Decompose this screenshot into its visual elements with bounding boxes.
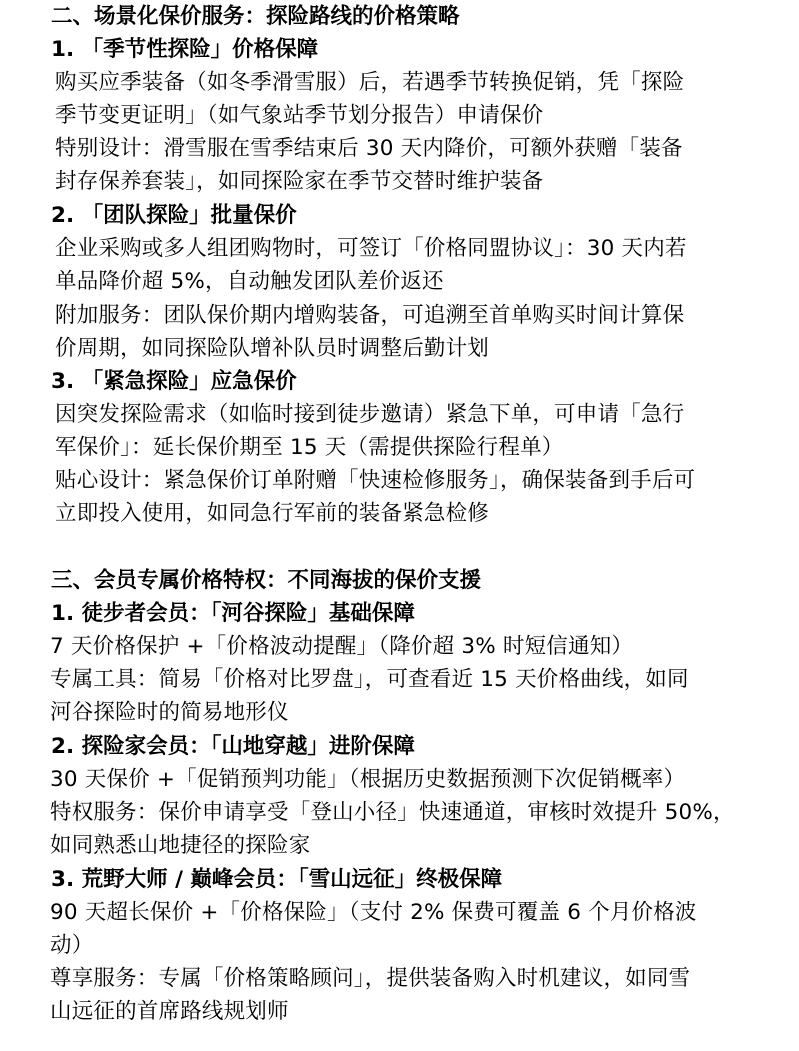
section-2-item-1-line-1: 购买应季装备（如冬季滑雪服）后，若遇季节转换促销，凭「探险	[55, 70, 685, 95]
section-2-item-3-line-4: 立即投入使用，如同急行军前的装备紧急检修	[55, 501, 490, 526]
section-2-item-2-line-4: 价周期，如同探险队增补队员时调整后勤计划	[55, 336, 490, 361]
section-3-item-2-heading: 2. 探险家会员：「山地穿越」进阶保障	[51, 734, 415, 759]
section-2-item-1-line-4: 封存保养套装」，如同探险家在季节交替时维护装备	[55, 169, 544, 194]
section-2-item-1-heading: 1. 「季节性探险」价格保障	[51, 37, 319, 62]
section-2-item-2-line-3: 附加服务：团队保价期内增购装备，可追溯至首单购买时间计算保	[55, 303, 685, 328]
section-3-item-3-line-3: 尊享服务：专属「价格策略顾问」，提供装备购入时机建议，如同雪	[50, 966, 691, 991]
section-2-item-3-line-2: 军保价」：延长保价期至 15 天（需提供探险行程单）	[55, 435, 564, 460]
section-3-item-3-line-1: 90 天超长保价 +「价格保险」（支付 2% 保费可覆盖 6 个月价格波	[50, 900, 697, 925]
section-3-item-3-line-4: 山远征的首席路线规划师	[50, 999, 289, 1024]
section-2-item-3-line-3: 贴心设计：紧急保价订单附赠「快速检修服务」，确保装备到手后可	[55, 468, 696, 493]
section-2-item-1-line-2: 季节变更证明」（如气象站季节划分报告）申请保价	[55, 103, 544, 128]
section-2-title: 二、场景化保价服务：探险路线的价格策略	[51, 4, 460, 29]
section-2-item-3-heading: 3. 「紧急探险」应急保价	[51, 369, 297, 394]
section-3-item-2-line-1: 30 天保价 +「促销预判功能」（根据历史数据预测下次促销概率）	[50, 767, 686, 792]
section-2-item-1-line-3: 特别设计：滑雪服在雪季结束后 30 天内降价，可额外获赠「装备	[55, 136, 683, 161]
section-2-item-2-heading: 2. 「团队探险」批量保价	[51, 203, 297, 228]
section-2-item-2-line-1: 企业采购或多人组团购物时，可签订「价格同盟协议」：30 天内若	[55, 236, 687, 261]
section-3-item-3-line-2: 动）	[50, 933, 94, 958]
section-3-title: 三、会员专属价格特权：不同海拔的保价支援	[51, 568, 482, 593]
section-3-item-2-line-3: 如同熟悉山地捷径的探险家	[50, 833, 311, 858]
section-3-item-2-line-2: 特权服务：保价申请享受「登山小径」快速通道，审核时效提升 50%，	[50, 800, 735, 825]
section-3-item-3-heading: 3. 荒野大师 / 巅峰会员：「雪山远征」终极保障	[51, 867, 503, 892]
section-3-item-1-line-3: 河谷探险时的简易地形仪	[50, 700, 289, 725]
section-2-item-2-line-2: 单品降价超 5%，自动触发团队差价返还	[55, 269, 444, 294]
section-3-item-1-line-2: 专属工具：简易「价格对比罗盘」，可查看近 15 天价格曲线，如同	[50, 667, 689, 692]
section-3-item-1-heading: 1. 徒步者会员：「河谷探险」基础保障	[51, 601, 415, 626]
section-2-item-3-line-1: 因突发探险需求（如临时接到徒步邀请）紧急下单，可申请「急行	[55, 402, 685, 427]
section-3-item-1-line-1: 7 天价格保护 +「价格波动提醒」（降价超 3% 时短信通知）	[50, 634, 634, 659]
